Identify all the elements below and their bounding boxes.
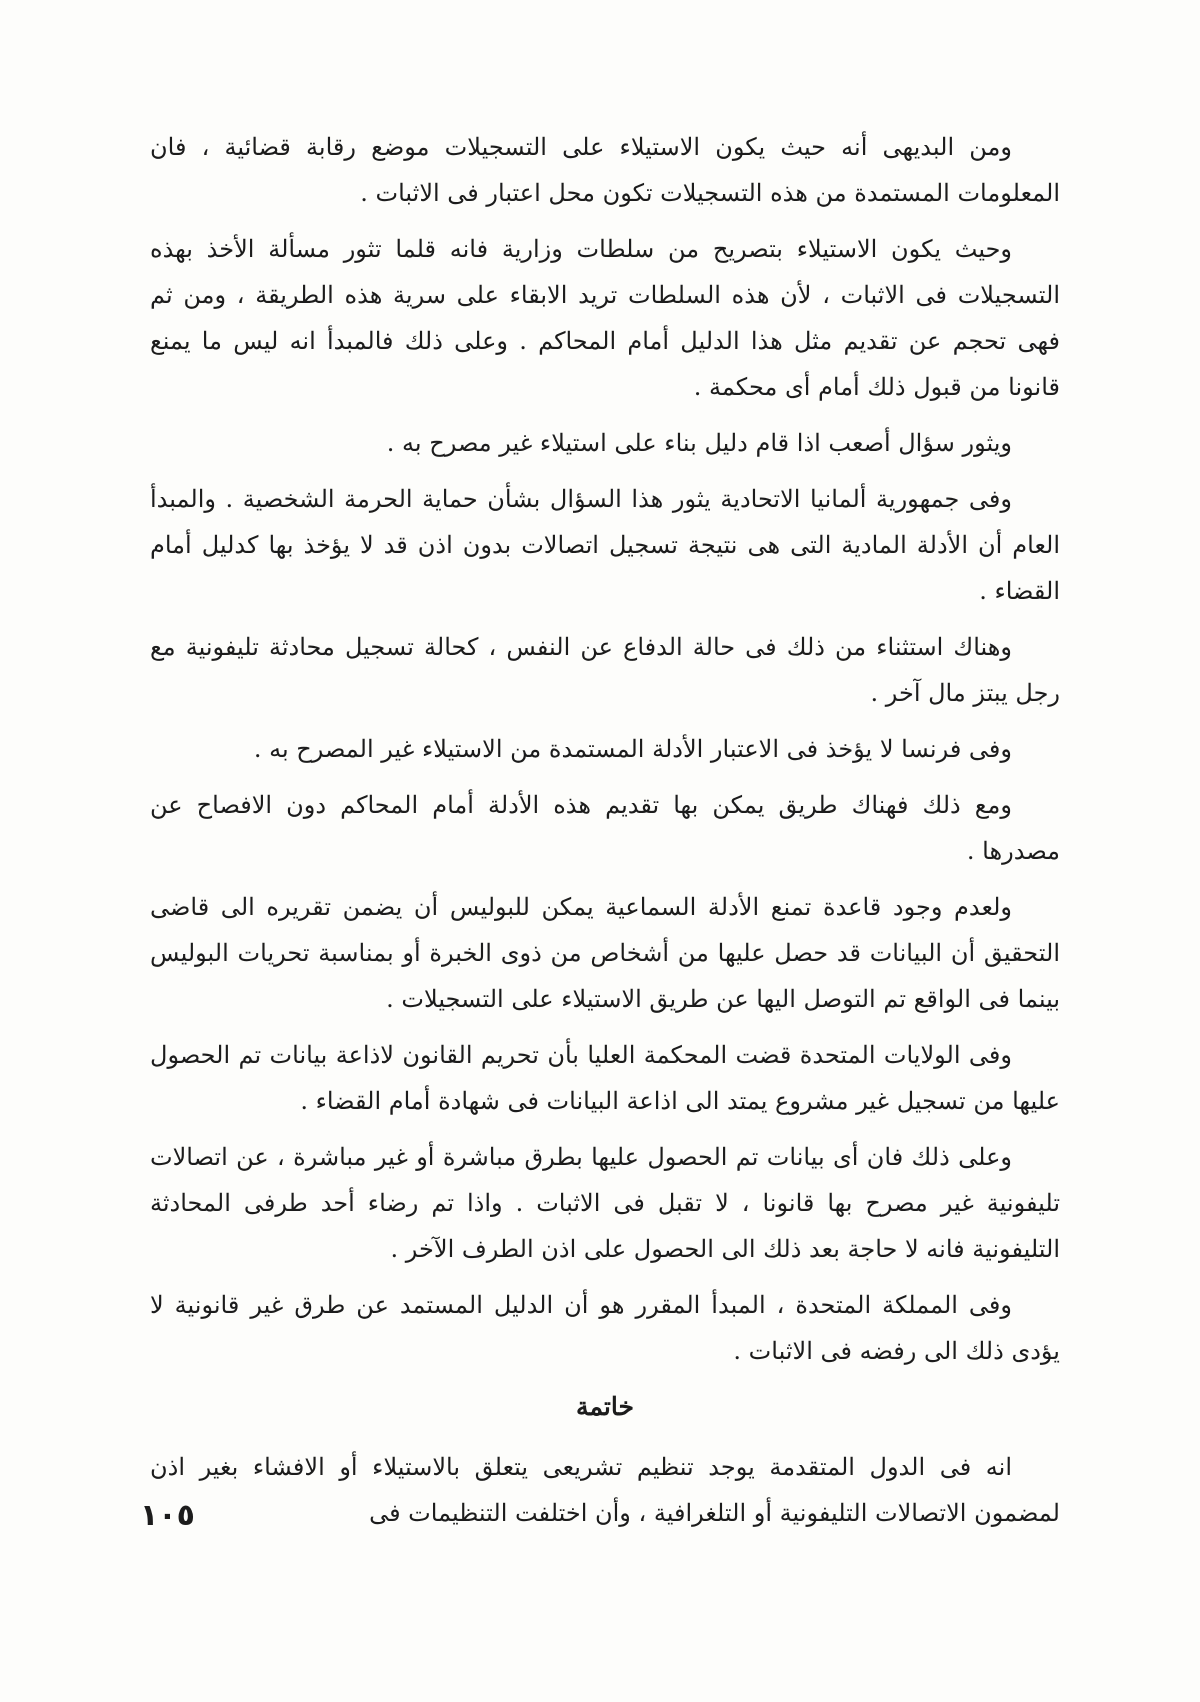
paragraph-undisclosed-source: ومع ذلك فهناك طريق يمكن بها تقديم هذه الأدلة أمام المحاكم دون الافصاح عن مصدرها . xyxy=(150,791,1060,865)
paragraph-unauthorized-question: ويثور سؤال أصعب اذا قام دليل بناء على استيلاء غير مصرح به . xyxy=(386,429,1012,457)
paragraph-judicial-oversight: ومن البديهى أنه حيث يكون الاستيلاء على التسجيلات موضع رقابة قضائية ، فان المعلومات المستمدة من هذه التسجيلات تكون محل اعتبار فى الاثبات . xyxy=(150,133,1060,207)
paragraph-conclusion: انه فى الدول المتقدمة يوجد تنظيم تشريعى يتعلق بالاستيلاء أو الافشاء بغير اذن لمضمون الاتصالات التليفونية أو التلغرافية ، وأن اختلفت التنظيمات فى xyxy=(150,1453,1060,1527)
paragraph-united-states: وفى الولايات المتحدة قضت المحكمة العليا بأن تحريم القانون لاذاعة بيانات تم الحصول عليها من تسجيل غير مشروع يمتد الى اذاعة البيانات فى شهادة أمام القضاء . xyxy=(150,1041,1060,1115)
paragraph-france: وفى فرنسا لا يؤخذ فى الاعتبار الأدلة المستمدة من الاستيلاء غير المصرح به . xyxy=(253,735,1012,763)
paragraph-united-kingdom: وفى المملكة المتحدة ، المبدأ المقرر هو أن الدليل المستمد عن طرق غير قانونية لا يؤدى ذلك الى رفضه فى الاثبات . xyxy=(150,1291,1060,1365)
paragraph-us-consequence: وعلى ذلك فان أى بيانات تم الحصول عليها بطرق مباشرة أو غير مباشرة ، عن اتصالات تليفونية غير مصرح بها قانونا ، لا تقبل فى الاثبات . واذا تم رضاء أحد طرفى المحادثة التليفونية فانه لا حاجة بعد ذلك الى الحصول على اذن الطرف الآخر . xyxy=(150,1143,1060,1263)
paragraph-self-defense-exception: وهناك استثناء من ذلك فى حالة الدفاع عن النفس ، كحالة تسجيل محادثة تليفونية مع رجل يبتز مال آخر . xyxy=(150,633,1060,707)
body-text xyxy=(150,124,1060,1546)
paragraph-germany: وفى جمهورية ألمانيا الاتحادية يثور هذا السؤال بشأن حماية الحرمة الشخصية . والمبدأ العام أن الأدلة المادية التى هى نتيجة تسجيل اتصالات بدون اذن قد لا يؤخذ بها كدليل أمام القضاء . xyxy=(150,485,1060,605)
page-number: ١٠٥ xyxy=(140,1498,195,1533)
paragraph-hearsay-rule: ولعدم وجود قاعدة تمنع الأدلة السماعية يمكن للبوليس أن يضمن تقريره الى قاضى التحقيق أن البيانات قد حصل عليها من أشخاص من ذوى الخبرة أو بمناسبة تحريات البوليس بينما فى الواقع تم التوصل اليها عن طريق الاستيلاء على التسجيلات . xyxy=(150,893,1060,1013)
paragraph-ministerial-authorization: وحيث يكون الاستيلاء بتصريح من سلطات وزارية فانه قلما تثور مسألة الأخذ بهذه التسجيلات فى الاثبات ، لأن هذه السلطات تريد الابقاء على سرية هذه الطريقة ، ومن ثم فهى تحجم عن تقديم مثل هذا الدليل أمام المحاكم . وعلى ذلك فالمبدأ انه ليس ما يمنع قانونا من قبول ذلك أمام أى محكمة . xyxy=(150,235,1060,401)
section-heading-conclusion: خاتمة xyxy=(576,1392,634,1421)
